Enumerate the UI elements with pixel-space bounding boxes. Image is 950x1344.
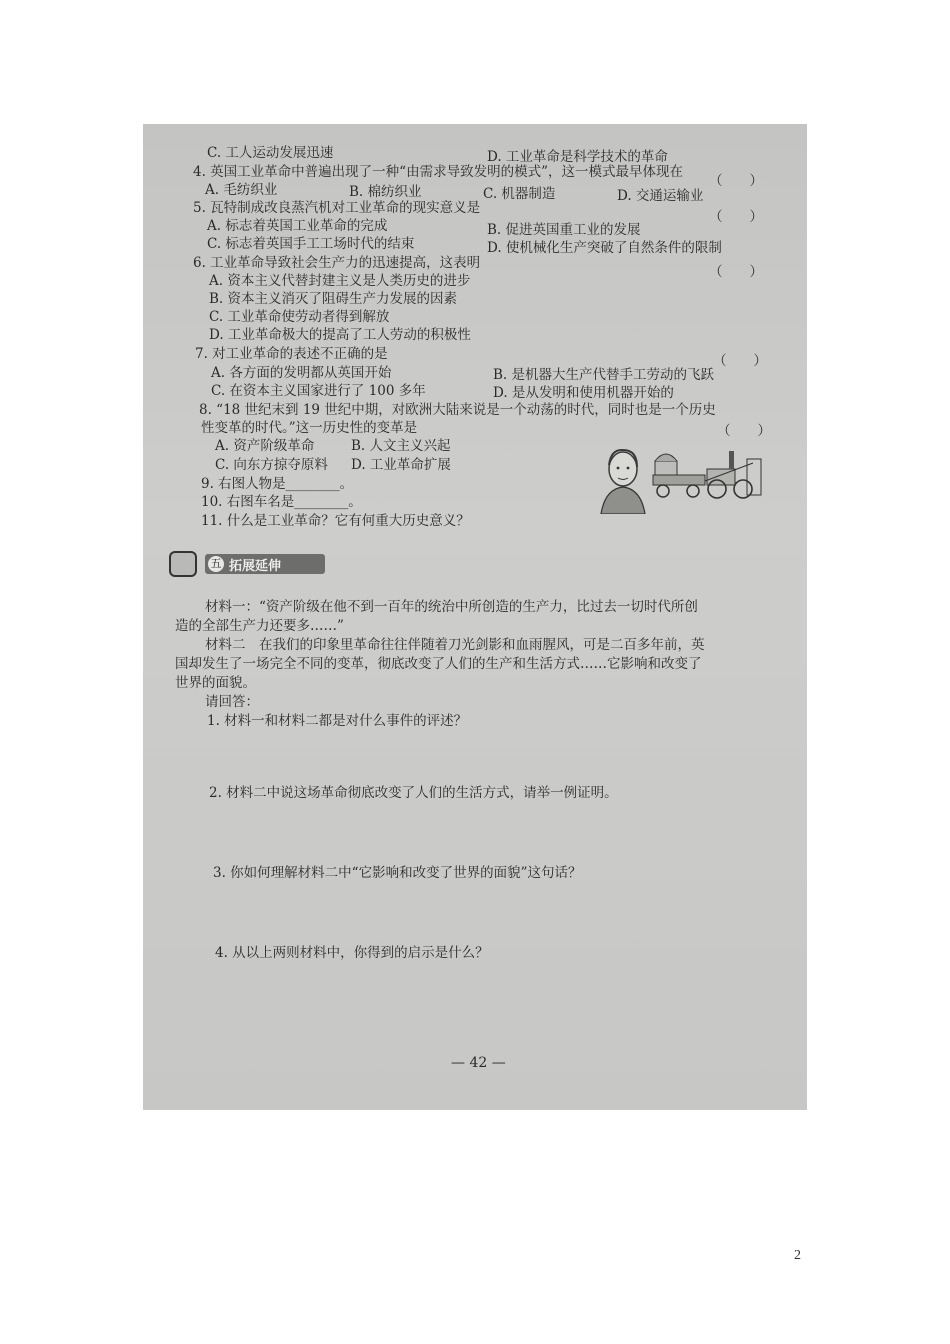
material-question-1: 1. 材料一和材料二都是对什么事件的评述？ bbox=[207, 713, 468, 729]
q6-option-c: C. 工业革命使劳动者得到解放 bbox=[209, 309, 390, 325]
material-1-line2: 造的全部生产力还要多……” bbox=[175, 618, 344, 634]
q10-stem: 10. 右图车名是________。 bbox=[201, 494, 362, 510]
q8-option-b: B. 人文主义兴起 bbox=[351, 438, 451, 454]
q7-option-b: B. 是机器大生产代替手工劳动的飞跃 bbox=[493, 367, 715, 383]
q4-option-b: B. 棉纺织业 bbox=[349, 184, 422, 200]
q6-answer-paren: （ ） bbox=[709, 264, 763, 280]
q9-stem: 9. 右图人物是________。 bbox=[201, 476, 354, 492]
photo-page-number: — 42 — bbox=[451, 1055, 506, 1071]
section-header bbox=[169, 551, 329, 577]
locomotive-icon bbox=[653, 451, 761, 498]
q8-answer-paren: （ ） bbox=[717, 423, 771, 439]
material-question-4: 4. 从以上两则材料中，你得到的启示是什么？ bbox=[215, 945, 489, 961]
portrait-icon bbox=[601, 450, 645, 514]
scanned-textbook-page bbox=[143, 124, 807, 1110]
section-number: 五 bbox=[208, 556, 224, 572]
q8-option-d: D. 工业革命扩展 bbox=[351, 457, 451, 473]
q3-option-d: D. 工业革命是科学技术的革命 bbox=[487, 149, 668, 165]
material-2-line3: 世界的面貌。 bbox=[175, 675, 256, 691]
section-title-bar bbox=[205, 554, 325, 574]
q6-option-d: D. 工业革命极大的提高了工人劳动的积极性 bbox=[209, 327, 471, 343]
q7-option-d: D. 是从发明和使用机器开始的 bbox=[493, 385, 674, 401]
q4-option-a: A. 毛纺织业 bbox=[205, 182, 278, 198]
q4-option-d: D. 交通运输业 bbox=[617, 188, 704, 204]
q11-stem: 11. 什么是工业革命？它有何重大历史意义？ bbox=[201, 513, 470, 529]
q8-option-c: C. 向东方掠夺原料 bbox=[215, 457, 328, 473]
q4-option-c: C. 机器制造 bbox=[483, 186, 556, 202]
document-page-number: 2 bbox=[794, 1248, 801, 1263]
q6-stem: 6. 工业革命导致社会生产力的迅速提高，这表明 bbox=[193, 255, 481, 271]
q3-option-c: C. 工人运动发展迅速 bbox=[207, 145, 334, 161]
section-logo-icon bbox=[169, 551, 197, 577]
q7-option-a: A. 各方面的发明都从英国开始 bbox=[211, 365, 392, 381]
material-question-3: 3. 你如何理解材料二中“它影响和改变了世界的面貌”这句话？ bbox=[213, 865, 582, 881]
q8-stem-line1: 8. “18 世纪末到 19 世纪中期，对欧洲大陆来说是一个动荡的时代，同时也是一个历史 bbox=[199, 402, 716, 418]
material-1-line1: 材料一：“资产阶级在他不到一百年的统治中所创造的生产力，比过去一切时代所创 bbox=[205, 599, 698, 615]
q8-stem-line2: 性变革的时代。”这一历史性的变革是 bbox=[201, 420, 418, 436]
q4-stem: 4. 英国工业革命中普遍出现了一种“由需求导致发明的模式”，这一模式最早体现在 bbox=[193, 164, 683, 180]
q7-option-c: C. 在资本主义国家进行了 100 多年 bbox=[211, 383, 426, 399]
q7-stem: 7. 对工业革命的表述不正确的是 bbox=[195, 346, 388, 362]
q5-stem: 5. 瓦特制成改良蒸汽机对工业革命的现实意义是 bbox=[193, 200, 481, 216]
q5-option-c: C. 标志着英国手工工场时代的结束 bbox=[207, 236, 415, 252]
q5-answer-paren: （ ） bbox=[709, 209, 763, 225]
watt-portrait-and-locomotive-illustration bbox=[593, 439, 768, 514]
header-show-through bbox=[173, 124, 433, 143]
q5-option-b: B. 促进英国重工业的发展 bbox=[487, 222, 641, 238]
q5-option-a: A. 标志着英国工业革命的完成 bbox=[207, 218, 388, 234]
material-question-2: 2. 材料二中说这场革命彻底改变了人们的生活方式，请举一例证明。 bbox=[209, 785, 618, 801]
section-title: 拓展延伸 bbox=[229, 559, 282, 574]
material-2-line1: 材料二 在我们的印象里革命往往伴随着刀光剑影和血雨腥风，可是二百多年前，英 bbox=[205, 637, 705, 653]
q5-option-d: D. 使机械化生产突破了自然条件的限制 bbox=[487, 240, 722, 256]
q7-answer-paren: （ ） bbox=[713, 353, 767, 369]
material-2-line2: 国却发生了一场完全不同的变革，彻底改变了人们的生产和生活方式……它影响和改变了 bbox=[175, 656, 702, 672]
q8-option-a: A. 资产阶级革命 bbox=[215, 438, 315, 454]
q6-option-a: A. 资本主义代替封建主义是人类历史的进步 bbox=[209, 273, 471, 289]
answer-prompt: 请回答： bbox=[205, 694, 259, 710]
q6-option-b: B. 资本主义消灭了阻碍生产力发展的因素 bbox=[209, 291, 458, 307]
q4-answer-paren: （ ） bbox=[709, 173, 763, 189]
